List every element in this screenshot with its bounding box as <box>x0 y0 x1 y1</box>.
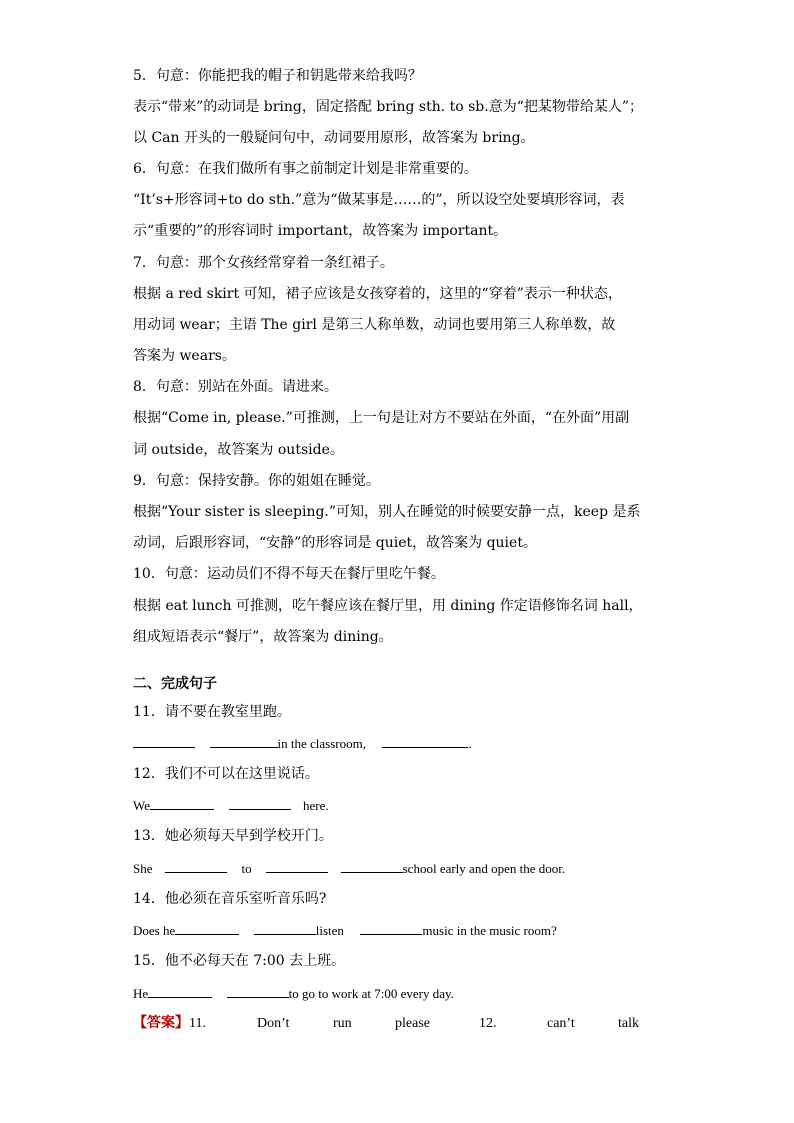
q6-explanation-line2: 示“重要的”的形容词时 important，故答案为 important。 <box>133 223 508 239</box>
q7-explanation-line2: 用动词 wear；主语 The girl 是第三人称单数，动词也要用第三人称单数，故 <box>133 317 616 333</box>
q13-text-end: school early and open the door. <box>402 861 566 876</box>
q5-title: 5．句意：你能把我的帽子和钥匙带来给我吗？ <box>133 68 422 84</box>
q13-text-to: to <box>241 861 252 876</box>
q9-title: 9．句意：保持安静。你的姐姐在睡觉。 <box>133 473 380 489</box>
q15-sentence <box>133 983 673 1004</box>
q12-text-end: here. <box>303 798 329 813</box>
q5-explanation-line1: 表示“带来”的动词是 bring，固定搭配 bring sth. to sb.意为“把某物带给某人”； <box>133 99 644 115</box>
answer-item: please <box>395 1016 430 1031</box>
q10-explanation-line1: 根据 eat lunch 可推测，吃午餐应该在餐厅里，用 dining 作定语修饰名词 hall， <box>133 598 643 614</box>
q14-text-end: music in the music room? <box>422 923 557 938</box>
q9-explanation-line2: 动词，后跟形容词，“安静”的形容词是 quiet，故答案为 quiet。 <box>133 535 537 551</box>
q11-blank-1[interactable] <box>133 733 195 748</box>
q11-text-classroom: in the classroom, <box>277 736 366 751</box>
answer-item: 12. <box>479 1016 497 1031</box>
q9-explanation-line1: 根据“Your sister is sleeping.”可知，别人在睡觉的时候要安静一点，keep 是系 <box>133 504 641 520</box>
q13-blank-2[interactable] <box>266 858 328 873</box>
q13-blank-1[interactable] <box>165 858 227 873</box>
q11-blank-2[interactable] <box>210 733 278 748</box>
q14-blank-2[interactable] <box>254 920 316 935</box>
q8-explanation-line2: 词 outside，故答案为 outside。 <box>133 442 344 458</box>
q14-blank-1[interactable] <box>175 920 239 935</box>
q14-blank-3[interactable] <box>360 920 422 935</box>
q7-title: 7．句意：那个女孩经常穿着一条红裙子。 <box>133 255 394 271</box>
q12-title: 12．我们不可以在这里说话。 <box>133 766 319 782</box>
answer-label: 【答案】 <box>133 1015 189 1031</box>
q10-explanation-line2: 组成短语表示“餐厅”，故答案为 dining。 <box>133 629 393 645</box>
q15-blank-1[interactable] <box>148 983 212 998</box>
q15-title: 15．他不必每天在 7:00 去上班。 <box>133 953 346 969</box>
q7-explanation-line3: 答案为 wears。 <box>133 348 236 364</box>
q14-text-listen: listen <box>315 923 344 938</box>
q12-blank-2[interactable] <box>229 795 291 810</box>
answer-item: can’t <box>547 1016 575 1031</box>
q11-text-end: . <box>468 736 472 751</box>
q7-explanation-line1: 根据 a red skirt 可知，裙子应该是女孩穿着的，这里的“穿着”表示一种状态， <box>133 286 622 302</box>
q14-text-start: Does he <box>133 923 176 938</box>
answer-item: 11. <box>189 1016 206 1031</box>
answer-item: run <box>333 1016 352 1031</box>
answer-item: Don’t <box>257 1016 290 1031</box>
q11-blank-3[interactable] <box>382 733 468 748</box>
q8-explanation-line1: 根据“Come in, please.”可推测，上一句是让对方不要站在外面，“在外面”用副 <box>133 410 630 426</box>
q13-blank-3[interactable] <box>341 858 403 873</box>
q14-title: 14．他必须在音乐室听音乐吗? <box>133 891 327 907</box>
q13-text-start: She <box>133 861 153 876</box>
answer-line <box>133 1013 693 1034</box>
q8-title: 8．句意：别站在外面。请进来。 <box>133 379 338 395</box>
q11-sentence <box>133 733 673 754</box>
q15-blank-2[interactable] <box>227 983 289 998</box>
q13-sentence <box>133 858 673 879</box>
q12-blank-1[interactable] <box>150 795 214 810</box>
q13-title: 13．她必须每天早到学校开门。 <box>133 828 333 844</box>
q6-explanation-line1: “It’s+形容词+to do sth.”意为“做某事是……的”，所以设空处要填形容词，表 <box>133 192 625 208</box>
q12-sentence <box>133 795 673 816</box>
q15-text-start: He <box>133 986 149 1001</box>
q10-title: 10．句意：运动员们不得不每天在餐厅里吃午餐。 <box>133 566 445 582</box>
q14-sentence <box>133 920 673 941</box>
q12-text-start: We <box>133 798 150 813</box>
q6-title: 6．句意：在我们做所有事之前制定计划是非常重要的。 <box>133 161 478 177</box>
q5-explanation-line2: 以 Can 开头的一般疑问句中，动词要用原形，故答案为 bring。 <box>133 130 535 146</box>
answer-item: talk <box>618 1016 639 1031</box>
q15-text-end: to go to work at 7:00 every day. <box>288 986 454 1001</box>
section2-heading: 二、完成句子 <box>133 676 217 692</box>
q11-title: 11．请不要在教室里跑。 <box>133 704 291 720</box>
